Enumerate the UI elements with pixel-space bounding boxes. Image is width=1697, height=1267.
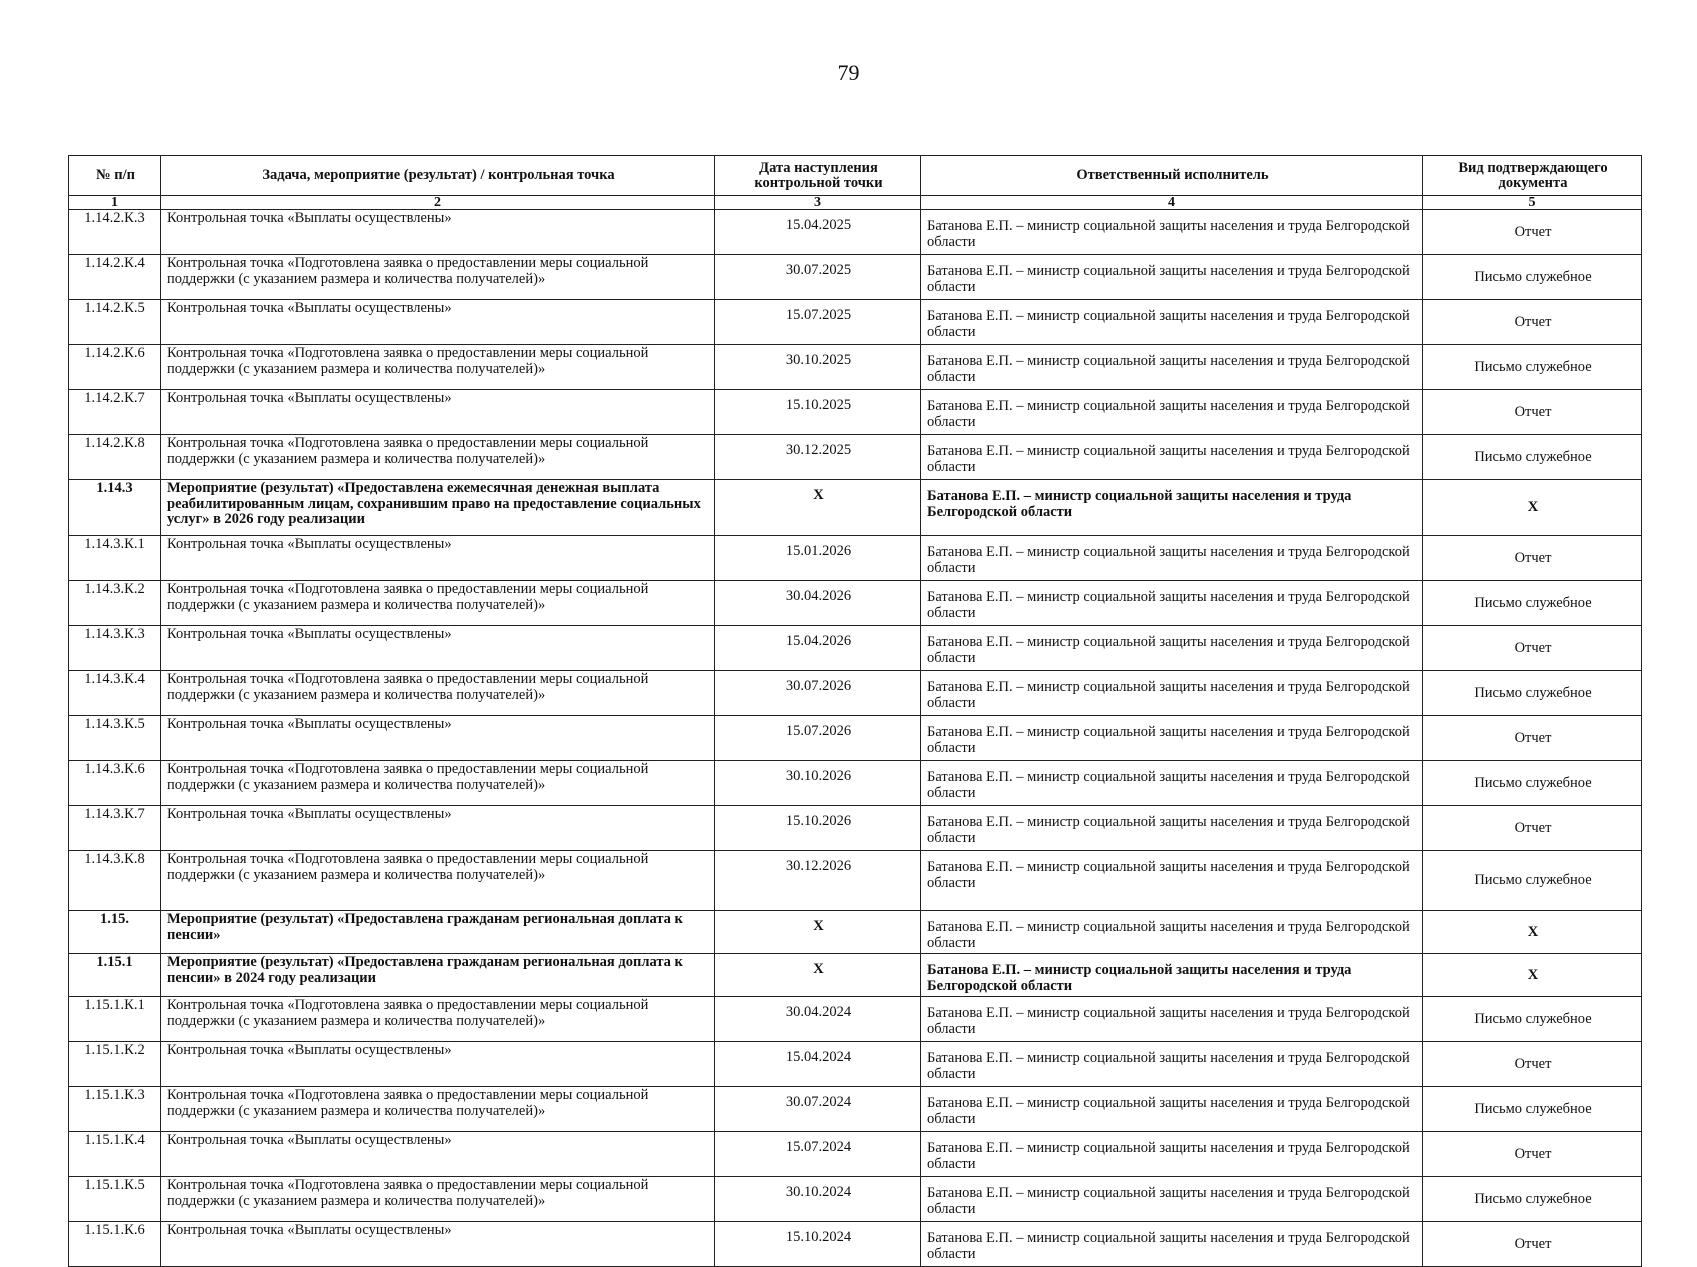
row-responsible: Батанова Е.П. – министр социальной защиты населения и труда Белгородской области [921,390,1423,435]
row-doc-type: Отчет [1423,536,1642,581]
column-number: 4 [921,196,1423,210]
control-points-table [68,155,1642,1267]
row-doc-type: Х [1423,480,1642,536]
row-task: Контрольная точка «Подготовлена заявка о предоставлении меры социальной поддержки (с указанием размера и количества получателей)» [161,1177,715,1222]
row-date: Х [715,911,921,954]
row-number: 1.14.2.К.8 [69,435,161,480]
row-doc-type: Х [1423,911,1642,954]
row-responsible: Батанова Е.П. – министр социальной защиты населения и труда Белгородской области [921,1177,1423,1222]
row-doc-type: Письмо служебное [1423,435,1642,480]
row-task: Контрольная точка «Выплаты осуществлены» [161,1132,715,1177]
row-number: 1.14.3.К.5 [69,716,161,761]
row-date: 15.01.2026 [715,536,921,581]
row-responsible: Батанова Е.П. – министр социальной защиты населения и труда Белгородской области [921,345,1423,390]
table-row [69,1177,1642,1222]
row-doc-type: Письмо служебное [1423,345,1642,390]
row-task: Контрольная точка «Подготовлена заявка о предоставлении меры социальной поддержки (с указанием размера и количества получателей)» [161,345,715,390]
row-number: 1.14.2.К.7 [69,390,161,435]
column-number: 1 [69,196,161,210]
row-date: 15.10.2025 [715,390,921,435]
row-responsible: Батанова Е.П. – министр социальной защиты населения и труда Белгородской области [921,536,1423,581]
row-responsible: Батанова Е.П. – министр социальной защиты населения и труда Белгородской области [921,435,1423,480]
table-row [69,806,1642,851]
row-number: 1.14.2.К.4 [69,255,161,300]
row-responsible: Батанова Е.П. – министр социальной защиты населения и труда Белгородской области [921,806,1423,851]
row-number: 1.15.1.К.6 [69,1222,161,1267]
table-row [69,581,1642,626]
row-date: 15.10.2026 [715,806,921,851]
row-doc-type: Письмо служебное [1423,851,1642,911]
row-responsible: Батанова Е.П. – министр социальной защиты населения и труда Белгородской области [921,761,1423,806]
row-doc-type: Отчет [1423,390,1642,435]
row-doc-type: Письмо служебное [1423,1177,1642,1222]
row-responsible: Батанова Е.П. – министр социальной защиты населения и труда Белгородской области [921,626,1423,671]
row-doc-type: Отчет [1423,716,1642,761]
column-numbers-row [69,196,1642,210]
row-responsible: Батанова Е.П. – министр социальной защиты населения и труда Белгородской области [921,210,1423,255]
table-row [69,1222,1642,1267]
column-number: 5 [1423,196,1642,210]
page-number: 79 [837,60,860,85]
header-num: № п/п [69,156,161,196]
column-number: 2 [161,196,715,210]
row-date: 30.07.2026 [715,671,921,716]
table-row [69,671,1642,716]
row-number: 1.14.3.К.6 [69,761,161,806]
row-date: 15.07.2024 [715,1132,921,1177]
row-number: 1.15.1 [69,954,161,997]
row-responsible: Батанова Е.П. – министр социальной защиты населения и труда Белгородской области [921,851,1423,911]
row-responsible: Батанова Е.П. – министр социальной защиты населения и труда Белгородской области [921,1222,1423,1267]
table-row [69,911,1642,954]
row-task: Контрольная точка «Выплаты осуществлены» [161,626,715,671]
row-task: Контрольная точка «Подготовлена заявка о предоставлении меры социальной поддержки (с указанием размера и количества получателей)» [161,1087,715,1132]
row-doc-type: Отчет [1423,1132,1642,1177]
row-task: Контрольная точка «Выплаты осуществлены» [161,716,715,761]
table-body [69,210,1642,1267]
row-date: 30.12.2026 [715,851,921,911]
row-doc-type: Письмо служебное [1423,997,1642,1042]
row-task: Контрольная точка «Подготовлена заявка о предоставлении меры социальной поддержки (с указанием размера и количества получателей)» [161,435,715,480]
row-doc-type: Отчет [1423,806,1642,851]
row-number: 1.14.3.К.2 [69,581,161,626]
row-doc-type: Письмо служебное [1423,581,1642,626]
row-responsible: Батанова Е.П. – министр социальной защиты населения и труда Белгородской области [921,997,1423,1042]
row-task: Контрольная точка «Выплаты осуществлены» [161,806,715,851]
row-date: Х [715,954,921,997]
row-number: 1.14.2.К.5 [69,300,161,345]
row-date: 15.04.2025 [715,210,921,255]
row-doc-type: Письмо служебное [1423,671,1642,716]
row-date: 30.07.2024 [715,1087,921,1132]
row-date: 30.10.2024 [715,1177,921,1222]
row-task: Контрольная точка «Выплаты осуществлены» [161,390,715,435]
row-number: 1.14.2.К.3 [69,210,161,255]
row-date: 30.12.2025 [715,435,921,480]
column-number: 3 [715,196,921,210]
header-task: Задача, мероприятие (результат) / контрольная точка [161,156,715,196]
table-row [69,210,1642,255]
row-number: 1.14.3.К.3 [69,626,161,671]
row-date: 30.04.2024 [715,997,921,1042]
row-number: 1.15.1.К.5 [69,1177,161,1222]
row-task: Контрольная точка «Подготовлена заявка о предоставлении меры социальной поддержки (с указанием размера и количества получателей)» [161,761,715,806]
table-row [69,390,1642,435]
row-task: Контрольная точка «Выплаты осуществлены» [161,1222,715,1267]
row-task: Мероприятие (результат) «Предоставлена гражданам региональная доплата к пенсии» в 2024 году реализации [161,954,715,997]
row-number: 1.14.3.К.8 [69,851,161,911]
row-responsible: Батанова Е.П. – министр социальной защиты населения и труда Белгородской области [921,911,1423,954]
row-date: 15.04.2026 [715,626,921,671]
row-number: 1.14.2.К.6 [69,345,161,390]
row-number: 1.14.3.К.1 [69,536,161,581]
row-task: Контрольная точка «Подготовлена заявка о предоставлении меры социальной поддержки (с указанием размера и количества получателей)» [161,581,715,626]
row-responsible: Батанова Е.П. – министр социальной защиты населения и труда Белгородской области [921,671,1423,716]
row-date: 30.10.2025 [715,345,921,390]
row-responsible: Батанова Е.П. – министр социальной защиты населения и труда Белгородской области [921,581,1423,626]
table-row [69,435,1642,480]
row-doc-type: Письмо служебное [1423,255,1642,300]
row-doc-type: Отчет [1423,210,1642,255]
row-number: 1.15. [69,911,161,954]
row-doc-type: Отчет [1423,1222,1642,1267]
row-number: 1.14.3.К.7 [69,806,161,851]
table-row [69,1042,1642,1087]
table-row [69,345,1642,390]
row-responsible: Батанова Е.П. – министр социальной защиты населения и труда Белгородской области [921,716,1423,761]
row-date: 15.10.2024 [715,1222,921,1267]
row-date: 30.04.2026 [715,581,921,626]
table-header-row [69,156,1642,196]
header-date: Дата наступления контрольной точки [715,156,921,196]
row-responsible: Батанова Е.П. – министр социальной защиты населения и труда Белгородской области [921,255,1423,300]
row-task: Контрольная точка «Подготовлена заявка о предоставлении меры социальной поддержки (с указанием размера и количества получателей)» [161,255,715,300]
table-row [69,480,1642,536]
row-date: 15.07.2026 [715,716,921,761]
row-doc-type: Письмо служебное [1423,1087,1642,1132]
row-task: Мероприятие (результат) «Предоставлена гражданам региональная доплата к пенсии» [161,911,715,954]
table-row [69,997,1642,1042]
row-task: Контрольная точка «Подготовлена заявка о предоставлении меры социальной поддержки (с указанием размера и количества получателей)» [161,997,715,1042]
row-doc-type: Письмо служебное [1423,761,1642,806]
header-doc-type: Вид подтверждающего документа [1423,156,1642,196]
row-doc-type: Отчет [1423,1042,1642,1087]
row-task: Мероприятие (результат) «Предоставлена ежемесячная денежная выплата реабилитированным лицам, сохранившим право на предоставление социальных услуг» в 2026 году реализации [161,480,715,536]
row-date: 30.10.2026 [715,761,921,806]
table-row [69,255,1642,300]
row-number: 1.15.1.К.2 [69,1042,161,1087]
header-responsible: Ответственный исполнитель [921,156,1423,196]
row-responsible: Батанова Е.П. – министр социальной защиты населения и труда Белгородской области [921,480,1423,536]
row-doc-type: Отчет [1423,626,1642,671]
row-responsible: Батанова Е.П. – министр социальной защиты населения и труда Белгородской области [921,1042,1423,1087]
table-row [69,761,1642,806]
row-doc-type: Отчет [1423,300,1642,345]
table-row [69,536,1642,581]
row-number: 1.14.3.К.4 [69,671,161,716]
row-date: 15.07.2025 [715,300,921,345]
row-task: Контрольная точка «Выплаты осуществлены» [161,300,715,345]
row-task: Контрольная точка «Выплаты осуществлены» [161,1042,715,1087]
table-row [69,1132,1642,1177]
row-task: Контрольная точка «Подготовлена заявка о предоставлении меры социальной поддержки (с указанием размера и количества получателей)» [161,671,715,716]
row-date: 30.07.2025 [715,255,921,300]
row-responsible: Батанова Е.П. – министр социальной защиты населения и труда Белгородской области [921,1132,1423,1177]
row-number: 1.15.1.К.4 [69,1132,161,1177]
table-row [69,300,1642,345]
row-task: Контрольная точка «Выплаты осуществлены» [161,536,715,581]
row-task: Контрольная точка «Подготовлена заявка о предоставлении меры социальной поддержки (с указанием размера и количества получателей)» [161,851,715,911]
row-responsible: Батанова Е.П. – министр социальной защиты населения и труда Белгородской области [921,1087,1423,1132]
row-number: 1.15.1.К.3 [69,1087,161,1132]
table-row [69,851,1642,911]
row-responsible: Батанова Е.П. – министр социальной защиты населения и труда Белгородской области [921,300,1423,345]
row-responsible: Батанова Е.П. – министр социальной защиты населения и труда Белгородской области [921,954,1423,997]
row-date: 15.04.2024 [715,1042,921,1087]
table-row [69,626,1642,671]
row-number: 1.14.3 [69,480,161,536]
row-task: Контрольная точка «Выплаты осуществлены» [161,210,715,255]
row-date: Х [715,480,921,536]
row-doc-type: Х [1423,954,1642,997]
table-row [69,716,1642,761]
table-row [69,1087,1642,1132]
table-row [69,954,1642,997]
row-number: 1.15.1.К.1 [69,997,161,1042]
